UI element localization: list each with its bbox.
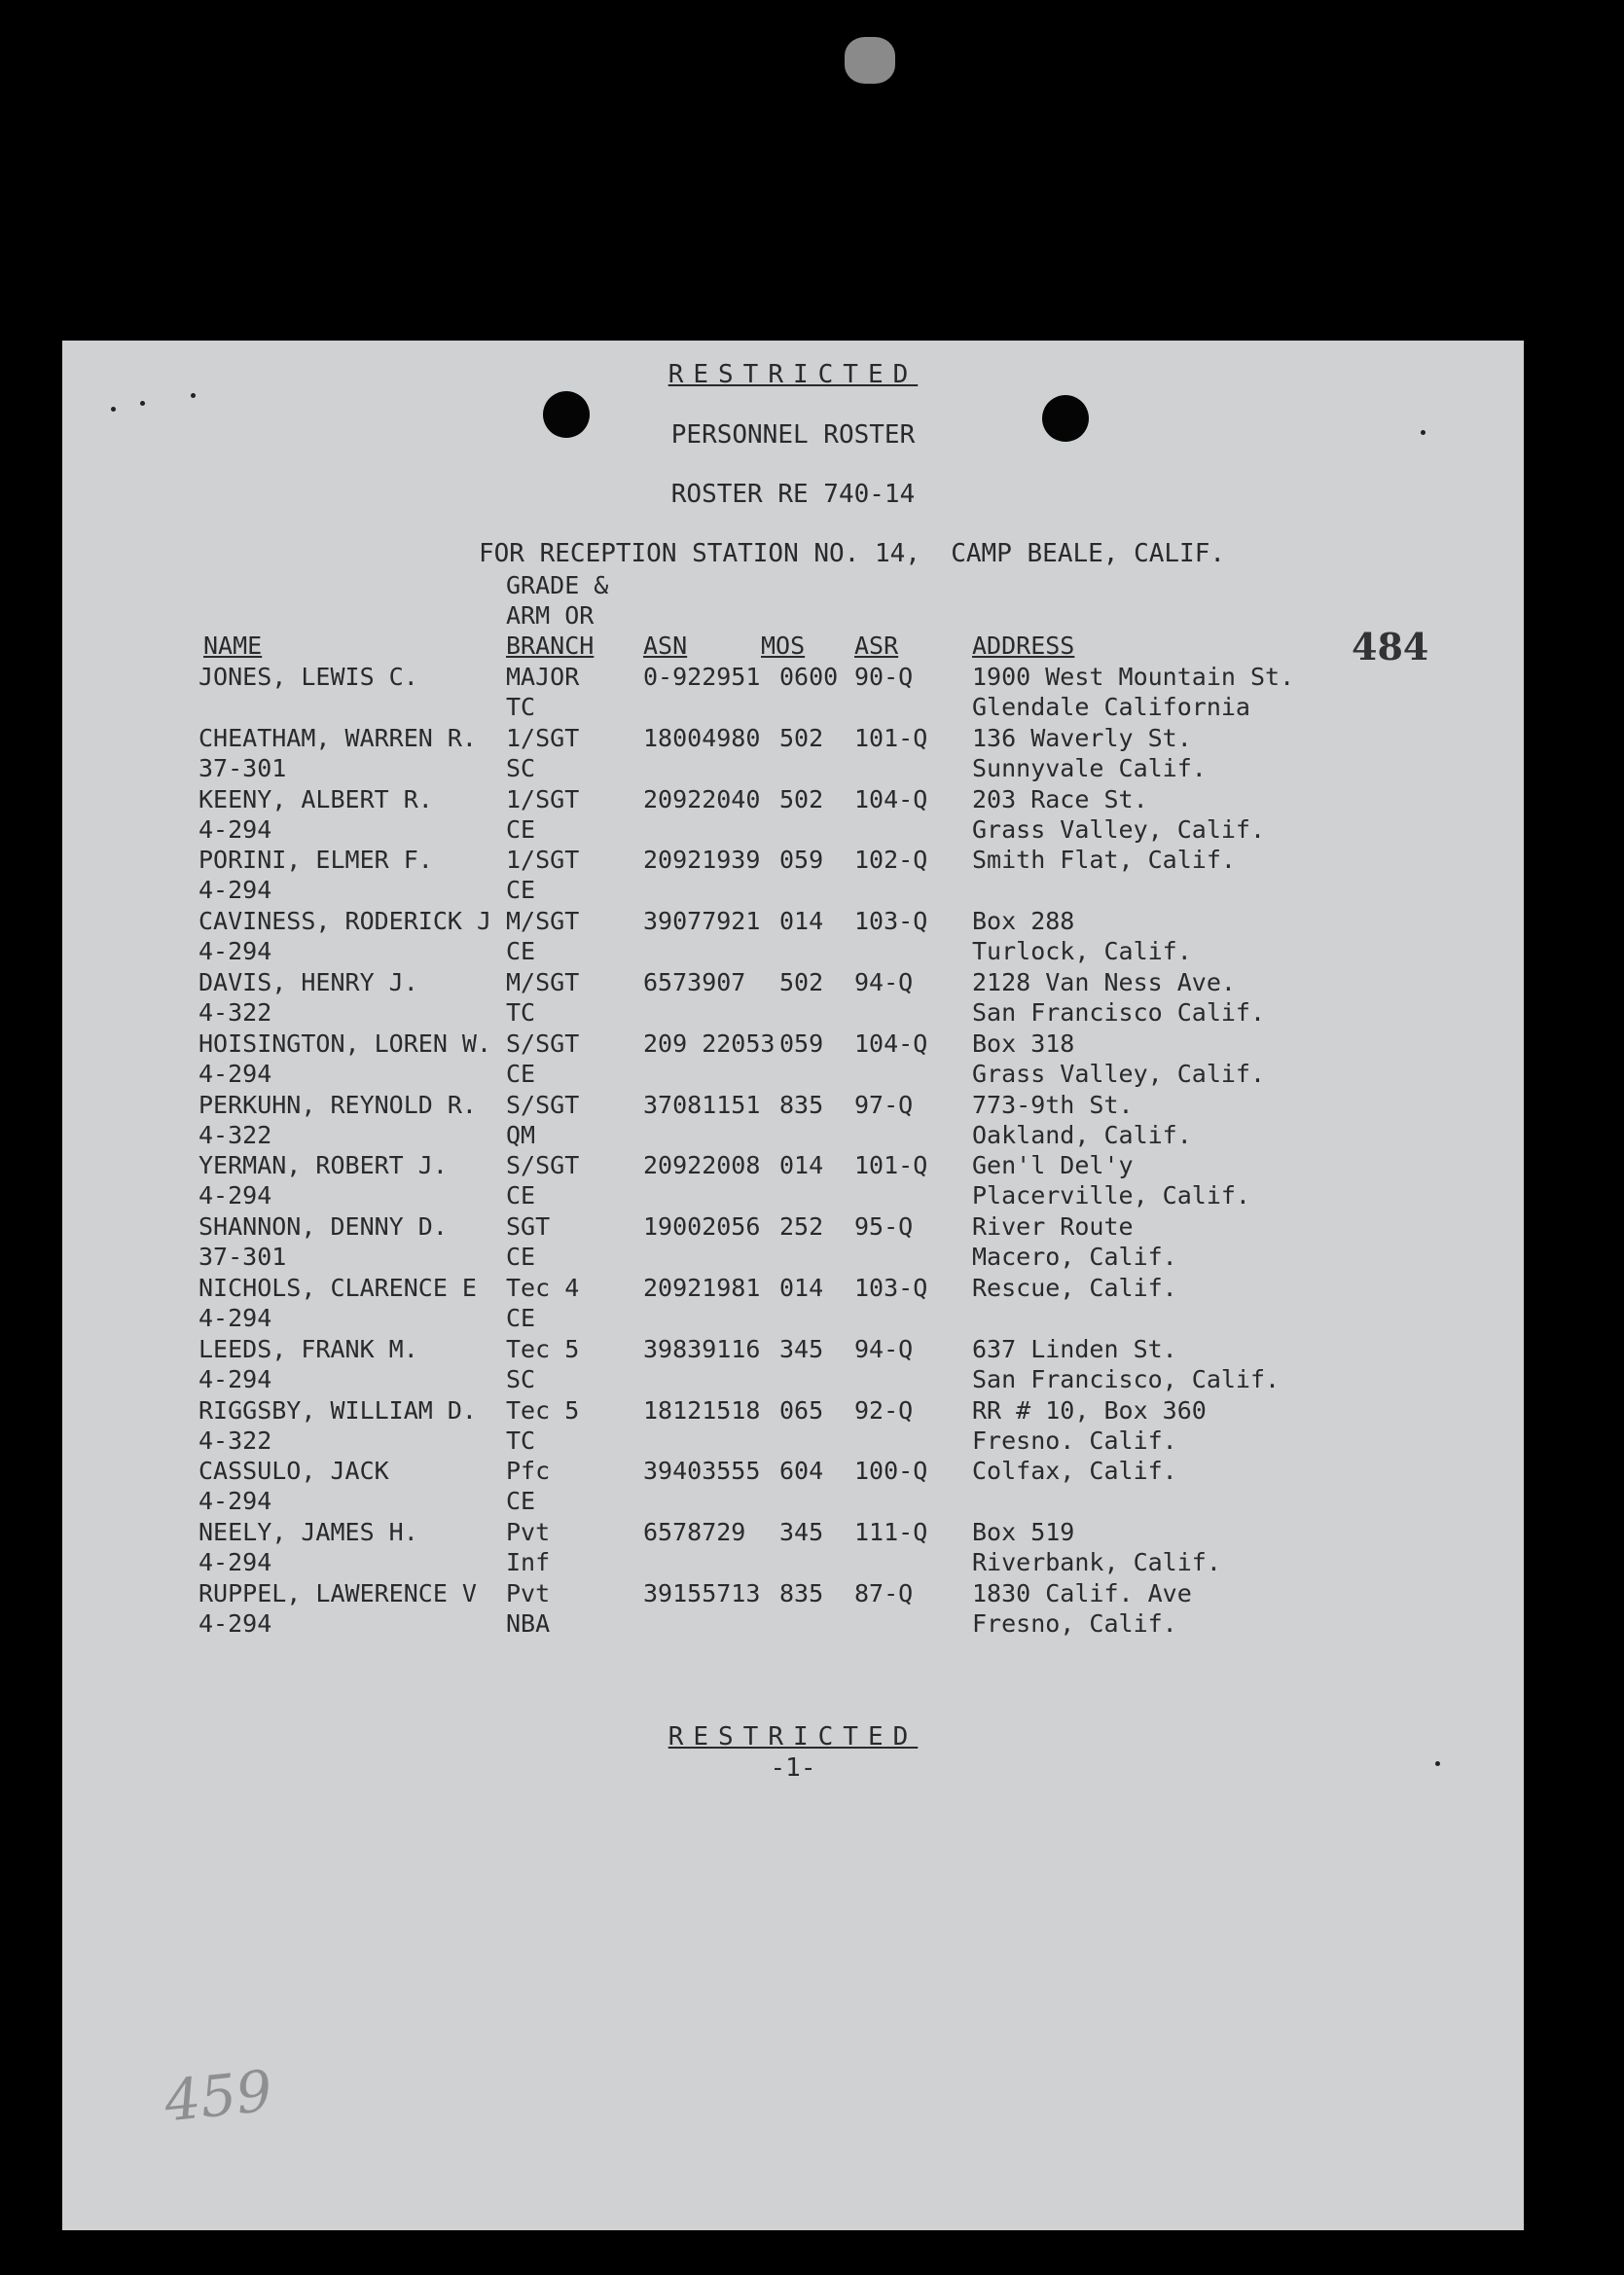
table-row	[62, 845, 1524, 905]
row-branch: TC	[506, 693, 536, 721]
page-number: -1-	[770, 1753, 816, 1783]
table-row	[62, 1090, 1524, 1150]
row-unit: 4-294	[198, 1181, 272, 1210]
table-row	[62, 906, 1524, 966]
row-branch: NBA	[506, 1609, 551, 1638]
row-mos: 014	[779, 907, 824, 936]
row-unit: 4-294	[198, 937, 272, 966]
row-address-line1: 1900 West Mountain St.	[972, 663, 1295, 691]
row-address-line2: Riverbank, Calif.	[972, 1548, 1221, 1577]
row-name: YERMAN, ROBERT J.	[198, 1151, 448, 1180]
row-asr: 111-Q	[854, 1518, 928, 1547]
row-grade: Pfc	[506, 1457, 551, 1486]
row-asn: 39839116	[643, 1334, 761, 1363]
row-address-line2: Sunnyvale Calif.	[972, 753, 1207, 782]
row-address-line1: 136 Waverly St.	[972, 723, 1192, 752]
row-branch: SC	[506, 753, 536, 782]
roster-title: PERSONNEL ROSTER	[670, 420, 916, 450]
row-asn: 20921981	[643, 1274, 761, 1302]
row-name: DAVIS, HENRY J.	[198, 968, 418, 996]
row-grade: S/SGT	[506, 1151, 580, 1180]
row-grade: 1/SGT	[506, 784, 580, 813]
row-branch: TC	[506, 1426, 536, 1455]
row-asn: 18121518	[643, 1395, 761, 1425]
row-asr: 104-Q	[854, 1029, 928, 1058]
row-branch: CE	[506, 876, 536, 905]
row-mos: 345	[779, 1334, 824, 1363]
row-asn: 0-922951	[643, 663, 761, 691]
row-name: CASSULO, JACK	[198, 1457, 389, 1486]
row-unit: 4-294	[198, 1548, 272, 1577]
row-asr: 97-Q	[854, 1090, 914, 1119]
row-unit: 37-301	[198, 1243, 287, 1272]
col-header-grade-2: ARM OR	[506, 601, 595, 630]
row-branch: CE	[506, 1243, 536, 1272]
row-branch: Inf	[506, 1548, 551, 1577]
row-branch: CE	[506, 937, 536, 966]
row-asr: 102-Q	[854, 846, 928, 875]
row-branch: TC	[506, 998, 536, 1027]
row-address-line1: River Route	[972, 1212, 1134, 1242]
col-header-grade-1: GRADE &	[506, 571, 609, 599]
row-name: SHANNON, DENNY D.	[198, 1212, 448, 1242]
table-row	[62, 1517, 1524, 1577]
speck	[140, 401, 145, 406]
col-header-name: NAME	[203, 632, 263, 660]
row-address-line2: Fresno, Calif.	[972, 1609, 1177, 1638]
row-address-line1: Colfax, Calif.	[972, 1457, 1177, 1486]
row-name: NICHOLS, CLARENCE E	[198, 1274, 477, 1302]
row-asn: 39155713	[643, 1579, 761, 1607]
row-unit: 4-294	[198, 1487, 272, 1516]
table-row	[62, 784, 1524, 845]
row-address-line1: 2128 Van Ness Ave.	[972, 968, 1236, 996]
row-asr: 104-Q	[854, 784, 928, 813]
row-mos: 502	[779, 723, 824, 752]
row-unit: 4-322	[198, 1120, 272, 1149]
row-grade: 1/SGT	[506, 846, 580, 875]
row-asr: 101-Q	[854, 723, 928, 752]
table-row	[62, 1150, 1524, 1210]
row-address-line2: Glendale California	[972, 693, 1250, 721]
row-mos: 835	[779, 1090, 824, 1119]
row-unit: 4-294	[198, 1609, 272, 1638]
row-name: PERKUHN, REYNOLD R.	[198, 1090, 477, 1119]
row-asr: 87-Q	[854, 1579, 914, 1607]
row-mos: 345	[779, 1518, 824, 1547]
row-name: CAVINESS, RODERICK J	[198, 907, 492, 936]
handwritten-mark: 459	[161, 2057, 275, 2135]
row-asn: 18004980	[643, 723, 761, 752]
row-grade: S/SGT	[506, 1090, 580, 1119]
row-branch: CE	[506, 1059, 536, 1088]
row-unit: 4-322	[198, 1426, 272, 1455]
row-asn: 19002056	[643, 1212, 761, 1242]
row-address-line2: Grass Valley, Calif.	[972, 814, 1266, 844]
row-name: KEENY, ALBERT R.	[198, 784, 433, 813]
row-asr: 103-Q	[854, 1274, 928, 1302]
row-name: JONES, LEWIS C.	[198, 663, 418, 691]
row-name: PORINI, ELMER F.	[198, 846, 433, 875]
row-mos: 0600	[779, 663, 839, 691]
row-asr: 103-Q	[854, 907, 928, 936]
row-branch: CE	[506, 1304, 536, 1332]
row-asr: 94-Q	[854, 1334, 914, 1363]
roster-page	[62, 341, 1524, 2230]
row-address-line1: Box 318	[972, 1029, 1075, 1058]
row-name: CHEATHAM, WARREN R.	[198, 723, 477, 752]
row-address-line1: Box 519	[972, 1518, 1075, 1547]
row-grade: M/SGT	[506, 907, 580, 936]
table-row	[62, 1334, 1524, 1394]
col-header-mos: MOS	[761, 632, 806, 660]
row-address-line2: Placerville, Calif.	[972, 1181, 1250, 1210]
row-address-line1: RR # 10, Box 360	[972, 1395, 1207, 1425]
row-address-line2: Turlock, Calif.	[972, 937, 1192, 966]
row-mos: 604	[779, 1457, 824, 1486]
row-address-line2: Oakland, Calif.	[972, 1120, 1192, 1149]
col-header-asr: ASR	[854, 632, 899, 660]
table-row	[62, 1211, 1524, 1272]
row-mos: 252	[779, 1212, 824, 1242]
row-address-line2: Fresno. Calif.	[972, 1426, 1177, 1455]
row-mos: 059	[779, 846, 824, 875]
row-unit: 4-294	[198, 876, 272, 905]
row-unit: 4-294	[198, 1059, 272, 1088]
row-branch: SC	[506, 1364, 536, 1393]
row-asn: 20921939	[643, 846, 761, 875]
row-mos: 059	[779, 1029, 824, 1058]
row-asr: 100-Q	[854, 1457, 928, 1486]
scan-smudge	[845, 37, 895, 84]
row-grade: MAJOR	[506, 663, 580, 691]
row-address-line2: San Francisco, Calif.	[972, 1364, 1281, 1393]
row-unit: 4-294	[198, 1364, 272, 1393]
restricted-header: RESTRICTED	[668, 360, 919, 389]
restricted-footer: RESTRICTED	[668, 1722, 919, 1751]
row-address-line1: 203 Race St.	[972, 784, 1148, 813]
table-row	[62, 967, 1524, 1028]
row-grade: Pvt	[506, 1579, 551, 1607]
page-stamp-number: 484	[1352, 625, 1429, 668]
row-unit: 4-322	[198, 998, 272, 1027]
row-grade: Pvt	[506, 1518, 551, 1547]
row-asr: 95-Q	[854, 1212, 914, 1242]
row-unit: 37-301	[198, 753, 287, 782]
row-name: RIGGSBY, WILLIAM D.	[198, 1395, 477, 1425]
table-row	[62, 1578, 1524, 1639]
row-branch: CE	[506, 1487, 536, 1516]
col-header-address: ADDRESS	[972, 632, 1075, 660]
row-asr: 90-Q	[854, 663, 914, 691]
speck	[191, 393, 196, 398]
row-asn: 6573907	[643, 968, 746, 996]
row-branch: QM	[506, 1120, 536, 1149]
row-name: HOISINGTON, LOREN W.	[198, 1029, 492, 1058]
row-grade: 1/SGT	[506, 723, 580, 752]
row-grade: Tec 4	[506, 1274, 580, 1302]
row-name: LEEDS, FRANK M.	[198, 1334, 418, 1363]
row-asn: 20922008	[643, 1151, 761, 1180]
row-mos: 502	[779, 968, 824, 996]
speck	[111, 407, 116, 412]
row-mos: 014	[779, 1151, 824, 1180]
row-mos: 014	[779, 1274, 824, 1302]
row-grade: M/SGT	[506, 968, 580, 996]
row-grade: SGT	[506, 1212, 551, 1242]
row-asn: 39403555	[643, 1457, 761, 1486]
row-asr: 92-Q	[854, 1395, 914, 1425]
col-header-branch: BRANCH	[506, 632, 595, 660]
row-asr: 101-Q	[854, 1151, 928, 1180]
row-mos: 502	[779, 784, 824, 813]
row-mos: 835	[779, 1579, 824, 1607]
row-address-line1: 637 Linden St.	[972, 1334, 1177, 1363]
roster-number: ROSTER RE 740-14	[670, 480, 916, 509]
table-row	[62, 1456, 1524, 1516]
row-address-line2: Macero, Calif.	[972, 1243, 1177, 1272]
row-grade: S/SGT	[506, 1029, 580, 1058]
table-row	[62, 662, 1524, 722]
row-name: RUPPEL, LAWERENCE V	[198, 1579, 477, 1607]
row-asn: 37081151	[643, 1090, 761, 1119]
row-address-line1: Rescue, Calif.	[972, 1274, 1177, 1302]
row-asr: 94-Q	[854, 968, 914, 996]
row-address-line1: 1830 Calif. Ave	[972, 1579, 1192, 1607]
table-row	[62, 723, 1524, 783]
row-grade: Tec 5	[506, 1395, 580, 1425]
row-branch: CE	[506, 1181, 536, 1210]
row-asn: 209 22053	[643, 1029, 776, 1058]
table-row	[62, 1029, 1524, 1089]
row-address-line1: 773-9th St.	[972, 1090, 1134, 1119]
row-address-line2: Grass Valley, Calif.	[972, 1059, 1266, 1088]
row-address-line1: Box 288	[972, 907, 1075, 936]
row-unit: 4-294	[198, 1304, 272, 1332]
row-mos: 065	[779, 1395, 824, 1425]
row-grade: Tec 5	[506, 1334, 580, 1363]
row-address-line1: Gen'l Del'y	[972, 1151, 1134, 1180]
row-asn: 6578729	[643, 1518, 746, 1547]
row-unit: 4-294	[198, 814, 272, 844]
row-address-line2: San Francisco Calif.	[972, 998, 1266, 1027]
station-line: FOR RECEPTION STATION NO. 14, CAMP BEALE, CALIF.	[479, 539, 1226, 568]
table-row	[62, 1395, 1524, 1456]
row-branch: CE	[506, 814, 536, 844]
row-asn: 20922040	[643, 784, 761, 813]
col-header-asn: ASN	[643, 632, 688, 660]
row-address-line1: Smith Flat, Calif.	[972, 846, 1236, 875]
row-name: NEELY, JAMES H.	[198, 1518, 418, 1547]
row-asn: 39077921	[643, 907, 761, 936]
table-row	[62, 1273, 1524, 1333]
